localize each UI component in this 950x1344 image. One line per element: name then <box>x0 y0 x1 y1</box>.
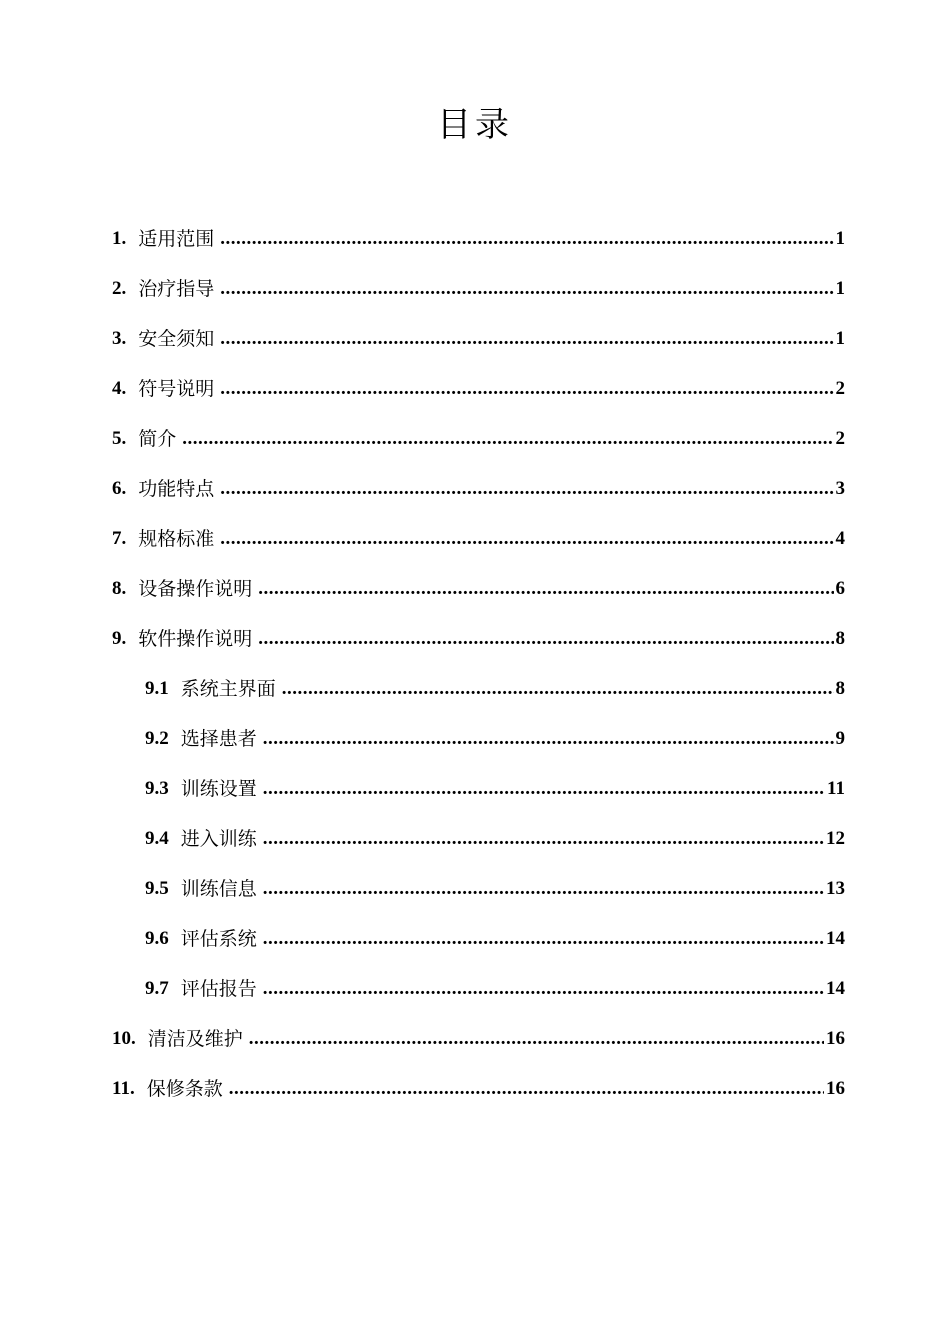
toc-entry-number: 9.2 <box>145 728 169 749</box>
toc-entry-title: 安全须知 <box>138 328 215 350</box>
toc-page-number: 11 <box>827 778 845 799</box>
toc-dot-leader <box>220 264 833 314</box>
toc-page-number: 16 <box>826 1078 845 1099</box>
toc-subentry[interactable] <box>145 864 845 914</box>
toc-entry[interactable] <box>112 214 845 264</box>
toc-entry[interactable] <box>112 364 845 414</box>
toc-page-number: 1 <box>835 328 845 349</box>
toc-entry-title: 清洁及维护 <box>147 1028 243 1050</box>
toc-entry-number: 7. <box>112 528 127 549</box>
toc-entry-number: 9.4 <box>145 828 169 849</box>
toc-dot-leader <box>263 714 834 764</box>
toc-entry[interactable] <box>112 464 845 514</box>
toc-entry-title: 规格标准 <box>138 528 215 550</box>
toc-entry-number: 9.1 <box>145 678 169 699</box>
toc-subentry[interactable] <box>145 664 845 714</box>
toc-subentry[interactable] <box>145 714 845 764</box>
toc-page-number: 3 <box>835 478 845 499</box>
toc-entry-title: 简介 <box>138 428 177 450</box>
toc-entry[interactable] <box>112 614 845 664</box>
toc-dot-leader <box>263 864 824 914</box>
toc-entry-title: 选择患者 <box>180 728 257 750</box>
toc-subentry[interactable] <box>145 814 845 864</box>
toc-entry-title: 功能特点 <box>138 478 215 500</box>
toc-entry[interactable] <box>112 264 845 314</box>
toc-dot-leader <box>229 1064 824 1114</box>
toc-page-number: 2 <box>835 378 845 399</box>
toc-page-number: 4 <box>835 528 845 549</box>
table-of-contents <box>0 214 950 1114</box>
toc-dot-leader <box>220 514 833 564</box>
toc-entry-number: 11. <box>112 1078 135 1099</box>
toc-page-number: 12 <box>826 828 845 849</box>
toc-entry-number: 3. <box>112 328 127 349</box>
toc-entry[interactable] <box>112 1064 845 1114</box>
toc-entry-title: 适用范围 <box>138 228 215 250</box>
toc-entry[interactable] <box>112 314 845 364</box>
toc-entry-number: 9.5 <box>145 878 169 899</box>
toc-entry-number: 9. <box>112 628 127 649</box>
toc-subentry[interactable] <box>145 764 845 814</box>
toc-page-number: 8 <box>835 678 845 699</box>
toc-page-number: 13 <box>826 878 845 899</box>
toc-dot-leader <box>258 564 833 614</box>
toc-page-number: 6 <box>835 578 845 599</box>
toc-subentry[interactable] <box>145 914 845 964</box>
toc-entry[interactable] <box>112 414 845 464</box>
toc-entry-title: 治疗指导 <box>138 278 215 300</box>
toc-entry-number: 6. <box>112 478 127 499</box>
toc-page-number: 14 <box>826 928 845 949</box>
toc-entry-title: 软件操作说明 <box>138 628 253 650</box>
toc-entry-title: 符号说明 <box>138 378 215 400</box>
toc-page-number: 2 <box>835 428 845 449</box>
toc-page-number: 14 <box>826 978 845 999</box>
toc-entry-number: 5. <box>112 428 127 449</box>
toc-dot-leader <box>220 214 833 264</box>
toc-dot-leader <box>182 414 833 464</box>
toc-dot-leader <box>249 1014 824 1064</box>
toc-entry-title: 设备操作说明 <box>138 578 253 600</box>
toc-entry-number: 9.6 <box>145 928 169 949</box>
toc-page-number: 1 <box>835 278 845 299</box>
toc-entry-number: 2. <box>112 278 127 299</box>
toc-dot-leader <box>263 914 824 964</box>
toc-entry-title: 保修条款 <box>146 1078 223 1100</box>
toc-dot-leader <box>220 314 833 364</box>
toc-entry-title: 进入训练 <box>180 828 257 850</box>
toc-entry-title: 评估报告 <box>180 978 257 1000</box>
toc-dot-leader <box>263 764 825 814</box>
toc-entry[interactable] <box>112 1014 845 1064</box>
toc-entry-title: 评估系统 <box>180 928 257 950</box>
toc-page-number: 9 <box>835 728 845 749</box>
toc-entry[interactable] <box>112 564 845 614</box>
toc-entry[interactable] <box>112 514 845 564</box>
toc-entry-number: 4. <box>112 378 127 399</box>
toc-entry-number: 9.7 <box>145 978 169 999</box>
toc-dot-leader <box>263 964 824 1014</box>
toc-dot-leader <box>258 614 833 664</box>
toc-page-number: 1 <box>835 228 845 249</box>
toc-dot-leader <box>282 664 834 714</box>
toc-page-number: 16 <box>826 1028 845 1049</box>
toc-entry-number: 10. <box>112 1028 136 1049</box>
toc-subentry[interactable] <box>145 964 845 1014</box>
toc-dot-leader <box>263 814 824 864</box>
toc-dot-leader <box>220 364 833 414</box>
toc-entry-number: 9.3 <box>145 778 169 799</box>
page-title: 目录 <box>437 107 513 144</box>
toc-entry-title: 系统主界面 <box>180 678 276 700</box>
toc-entry-number: 8. <box>112 578 127 599</box>
toc-page-number: 8 <box>835 628 845 649</box>
toc-entry-title: 训练信息 <box>180 878 257 900</box>
toc-entry-title: 训练设置 <box>180 778 257 800</box>
toc-dot-leader <box>220 464 833 514</box>
toc-entry-number: 1. <box>112 228 127 249</box>
